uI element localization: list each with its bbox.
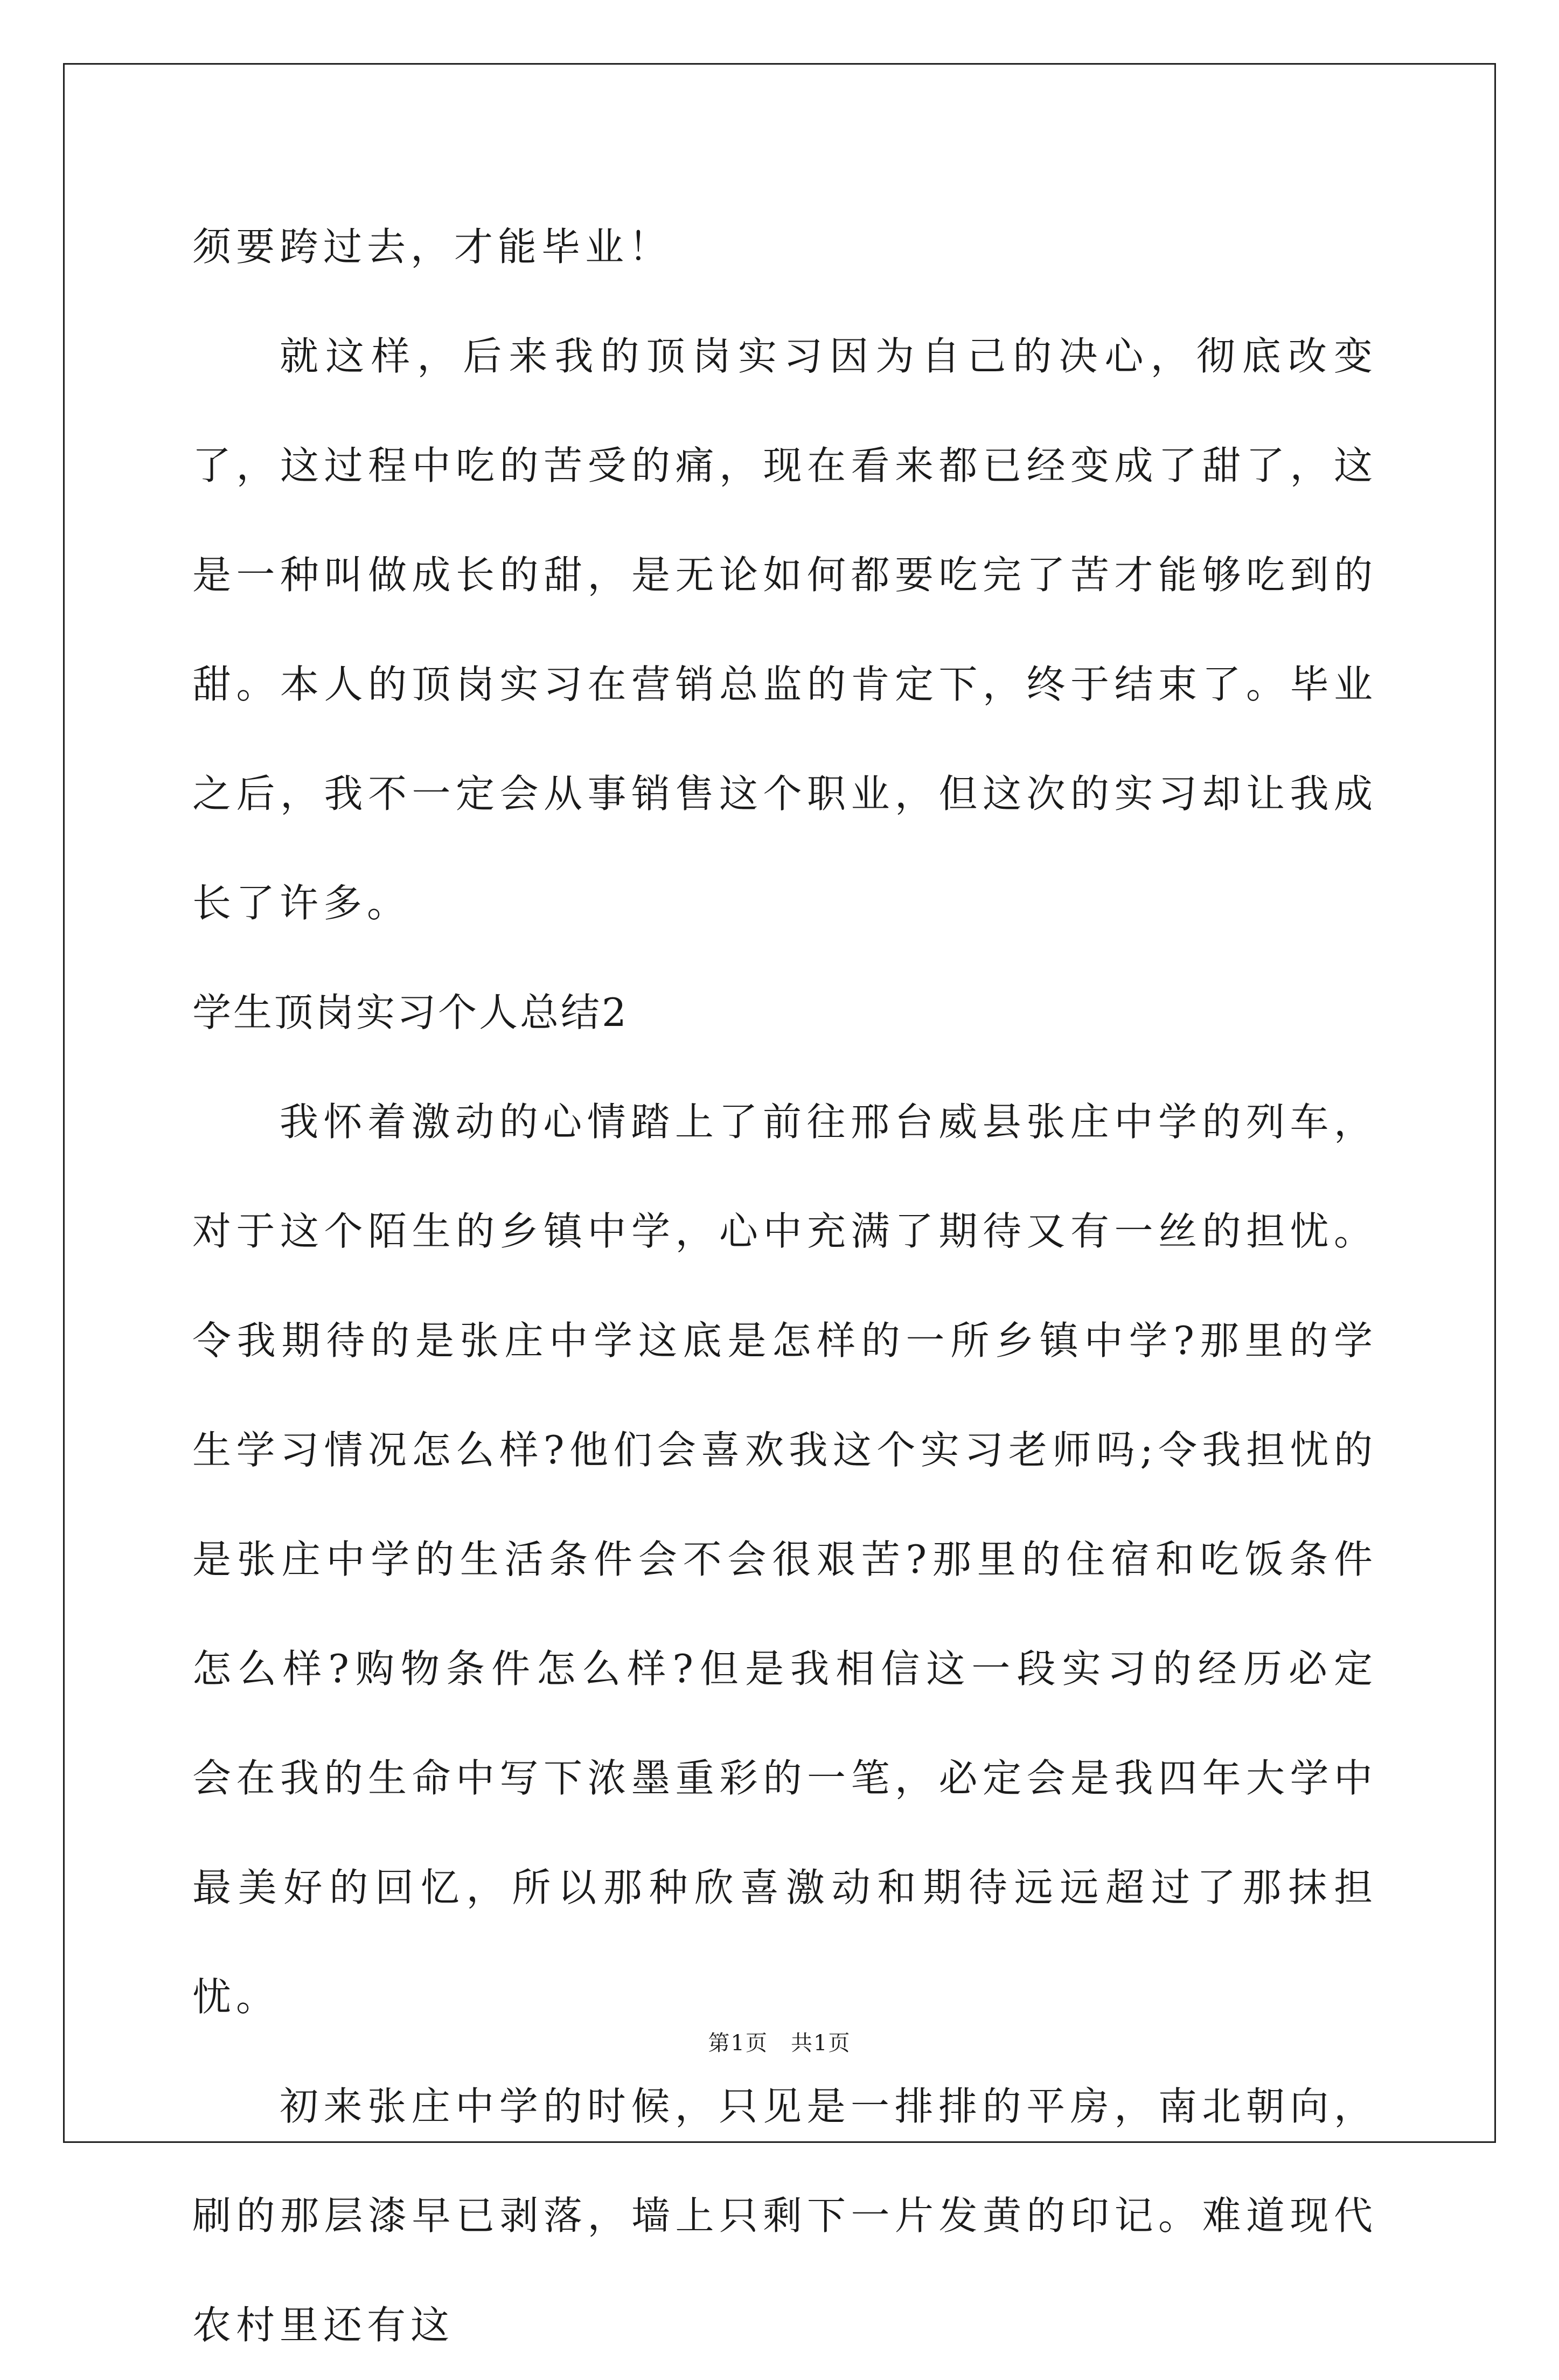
paragraph-continuation: 须要跨过去，才能毕业！ (192, 224, 673, 269)
paragraph-departure: 我怀着激动的心情踏上了前往邢台威县张庄中学的列车，对于这个陌生的乡镇中学，心中充满了期待又有一丝的担忧。令我期待的是张庄中学这底是怎样的一所乡镇中学?那里的学生学习情况怎么样?他们会喜欢我这个实习老师吗;令我担忧的是张庄中学的生活条件会不会很艰苦?那里的住宿和吃饭条件怎么样?购物条件怎么样?但是我相信这一段实习的经历必定会在我的生命中写下浓墨重彩的一笔，必定会是我四年大学中最美好的回忆，所以那种欣喜激动和期待远远超过了那抹担忧。 (192, 1099, 1377, 2020)
paragraph-internship-conclusion: 就这样，后来我的顶岗实习因为自己的决心，彻底改变了，这过程中吃的苦受的痛，现在看来都已经变成了甜了，这是一种叫做成长的甜，是无论如何都要吃完了苦才能够吃到的甜。本人的顶岗实习在营销总监的肯定下，终于结束了。毕业之后，我不一定会从事销售这个职业，但这次的实习却让我成长了许多。 (192, 334, 1377, 926)
section-heading: 学生顶岗实习个人总结2 (192, 990, 629, 1035)
page-number-footer: 第1页 共1页 (708, 2031, 851, 2056)
paragraph-arrival: 初来张庄中学的时候，只见是一排排的平房，南北朝向，刷的那层漆早已剥落，墙上只剩下一片发黄的印记。难道现代农村里还有这 (192, 2084, 1377, 2348)
